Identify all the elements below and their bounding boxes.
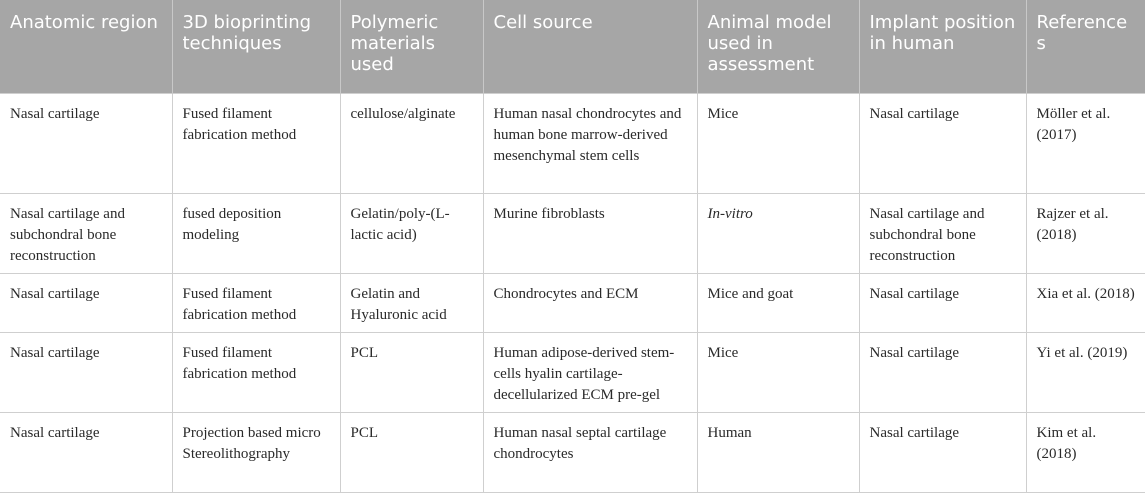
cell-technique: Projection based micro Stereolithography — [172, 412, 340, 492]
cell-materials: Gelatin and Hyaluronic acid — [340, 273, 483, 332]
cell-reference: Yi et al. (2019) — [1026, 332, 1145, 412]
header-row — [0, 0, 1145, 93]
cell-anatomic-region: Nasal cartilage — [0, 332, 172, 412]
cell-reference: Xia et al. (2018) — [1026, 273, 1145, 332]
cell-reference: Möller et al. (2017) — [1026, 93, 1145, 193]
cell-anatomic-region: Nasal cartilage — [0, 93, 172, 193]
header-references: References — [1036, 12, 1128, 54]
cell-technique: fused deposition modeling — [172, 193, 340, 273]
cell-animal-model: Mice — [697, 93, 859, 193]
cell-cell-source: Human nasal chondrocytes and human bone marrow-derived mesenchymal stem cells — [483, 93, 697, 193]
cell-implant-position: Nasal cartilage and subchondral bone reconstruction — [859, 193, 1026, 273]
cell-materials: PCL — [340, 412, 483, 492]
cell-anatomic-region: Nasal cartilage — [0, 412, 172, 492]
cell-cell-source: Chondrocytes and ECM — [483, 273, 697, 332]
cell-implant-position: Nasal cartilage — [859, 412, 1026, 492]
cell-animal-model: In-vitro — [697, 193, 859, 273]
cell-cell-source: Human adipose-derived stem-cells hyalin cartilage-decellularized ECM pre-gel — [483, 332, 697, 412]
header-animal-model: Animal model used in assessment — [697, 0, 859, 93]
table-row — [0, 93, 1145, 193]
cell-reference: Kim et al. (2018) — [1026, 412, 1145, 492]
cell-materials: PCL — [340, 332, 483, 412]
header-3d-bioprinting-techniques: 3D bioprinting techniques — [172, 0, 340, 93]
cell-implant-position: Nasal cartilage — [859, 273, 1026, 332]
table-header — [0, 0, 1145, 93]
cell-reference: Rajzer et al. (2018) — [1026, 193, 1145, 273]
cell-materials: cellulose/alginate — [340, 93, 483, 193]
table-row — [0, 193, 1145, 273]
table-body — [0, 93, 1145, 492]
header-implant-position: Implant position in human — [859, 0, 1026, 93]
cell-cell-source: Human nasal septal cartilage chondrocytes — [483, 412, 697, 492]
cell-anatomic-region: Nasal cartilage — [0, 273, 172, 332]
cell-implant-position: Nasal cartilage — [859, 332, 1026, 412]
cell-implant-position: Nasal cartilage — [859, 93, 1026, 193]
cell-anatomic-region: Nasal cartilage and subchondral bone reconstruction — [0, 193, 172, 273]
table-row — [0, 332, 1145, 412]
cell-cell-source: Murine fibroblasts — [483, 193, 697, 273]
cell-technique: Fused filament fabrication method — [172, 93, 340, 193]
table-row — [0, 273, 1145, 332]
cell-materials: Gelatin/poly-(L-lactic acid) — [340, 193, 483, 273]
cell-animal-model: Mice and goat — [697, 273, 859, 332]
table-row — [0, 412, 1145, 492]
cell-animal-model: Mice — [697, 332, 859, 412]
header-anatomic-region: Anatomic region — [0, 0, 172, 93]
cell-animal-model: Human — [697, 412, 859, 492]
header-cell-source: Cell source — [483, 0, 697, 93]
cell-technique: Fused filament fabrication method — [172, 332, 340, 412]
cell-technique: Fused filament fabrication method — [172, 273, 340, 332]
header-polymeric-materials: Polymeric materials used — [340, 0, 483, 93]
